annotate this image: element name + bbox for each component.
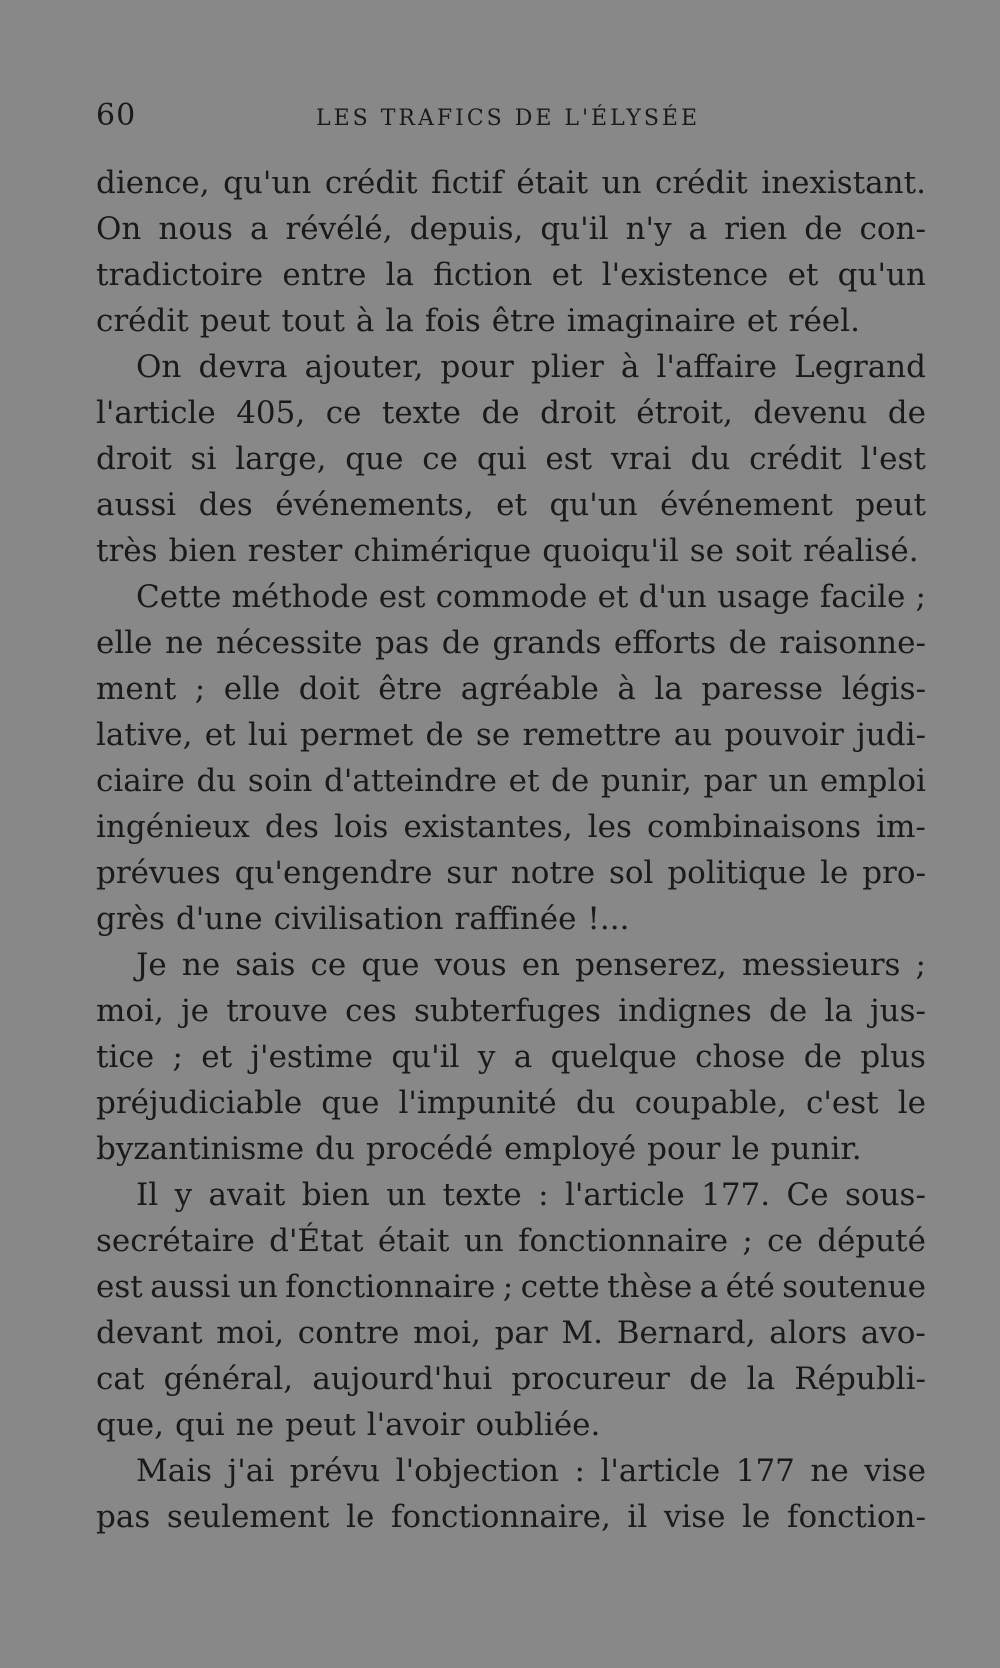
- word: sais: [235, 947, 296, 983]
- word: droit: [96, 441, 172, 477]
- word: que,: [96, 1407, 165, 1443]
- word: vise: [864, 1453, 926, 1489]
- word: dience,: [96, 165, 210, 201]
- word: un: [237, 1269, 278, 1305]
- word: de: [804, 211, 843, 247]
- word: bien: [168, 533, 237, 569]
- word: et: [597, 579, 629, 615]
- word: été: [725, 1269, 775, 1305]
- word: le: [731, 1131, 760, 1167]
- word: ;: [915, 579, 926, 615]
- word: se: [689, 533, 725, 569]
- word: lois: [334, 809, 389, 845]
- word: 177: [735, 1453, 795, 1489]
- word: Legrand: [794, 349, 926, 385]
- word: ;: [502, 1269, 514, 1305]
- page-number: 60: [96, 98, 137, 133]
- word: des: [198, 487, 253, 523]
- word: d'atteindre: [323, 763, 497, 799]
- word: l'article: [600, 1453, 721, 1489]
- word: de: [441, 625, 480, 661]
- word: et: [746, 303, 778, 339]
- word: l'article: [564, 1177, 685, 1213]
- word: d'une: [175, 901, 263, 937]
- word: de: [769, 993, 808, 1029]
- word: rester: [247, 533, 343, 569]
- text-line: [96, 804, 926, 850]
- word: contre: [297, 1315, 400, 1351]
- page-header: [96, 98, 926, 138]
- word: a: [688, 211, 708, 247]
- word: sous-: [845, 1177, 926, 1213]
- word: 177.: [701, 1177, 771, 1213]
- word: crédit: [654, 165, 748, 201]
- word: ;: [915, 947, 926, 983]
- word: est: [545, 441, 593, 477]
- word: un: [463, 1223, 504, 1259]
- word: j'ai: [227, 1453, 275, 1489]
- word: penserez,: [575, 947, 727, 983]
- word: l'avoir: [366, 1407, 465, 1443]
- word: de: [728, 625, 767, 661]
- word: ment: [96, 671, 177, 707]
- word: et: [496, 487, 527, 523]
- word: de: [803, 1039, 842, 1075]
- word: quelque: [550, 1039, 677, 1075]
- word: ingénieux: [96, 809, 250, 845]
- word: agréable: [460, 671, 599, 707]
- word: soutenue: [782, 1269, 926, 1305]
- word: de: [481, 395, 520, 431]
- word: grès: [96, 901, 165, 937]
- word: lui: [247, 717, 288, 753]
- word: la: [824, 993, 853, 1029]
- word: chose: [695, 1039, 786, 1075]
- word: était: [377, 1223, 450, 1259]
- word: révélé,: [285, 211, 393, 247]
- word: ne: [181, 947, 221, 983]
- word: emploi: [819, 763, 926, 799]
- word: Républi-: [794, 1361, 926, 1397]
- text-line: [96, 482, 926, 528]
- word: à: [617, 671, 636, 707]
- word: c'est: [806, 1085, 879, 1121]
- text-line: [96, 160, 926, 206]
- word: avait: [208, 1177, 286, 1213]
- word: plus: [860, 1039, 926, 1075]
- word: nous: [158, 211, 233, 247]
- word: alors: [769, 1315, 848, 1351]
- word: byzantinisme: [96, 1131, 305, 1167]
- word: et: [201, 1039, 233, 1075]
- word: crédit: [324, 165, 418, 201]
- word: par: [703, 763, 757, 799]
- word: du: [315, 1131, 355, 1167]
- word: permet: [299, 717, 414, 753]
- word: l'existence: [601, 257, 769, 293]
- word: du: [575, 1085, 616, 1121]
- word: lative,: [96, 717, 193, 753]
- word: l'impunité: [398, 1085, 557, 1121]
- text-line: [96, 1356, 926, 1402]
- word: large,: [235, 441, 327, 477]
- word: seulement: [166, 1499, 330, 1535]
- word: raisonne-: [779, 625, 926, 661]
- word: ne: [165, 625, 204, 661]
- word: subterfuges: [414, 993, 601, 1029]
- word: tradictoire: [96, 257, 264, 293]
- word: ne: [810, 1453, 849, 1489]
- word: texte: [442, 1177, 522, 1213]
- word: y: [477, 1039, 496, 1075]
- word: réalisé.: [802, 533, 919, 569]
- word: de: [887, 395, 926, 431]
- word: bien: [301, 1177, 370, 1213]
- word: rien: [724, 211, 788, 247]
- word: si: [190, 441, 217, 477]
- word: et: [787, 257, 819, 293]
- word: qui: [476, 441, 527, 477]
- word: légis-: [841, 671, 926, 707]
- word: être: [378, 671, 443, 707]
- word: grands: [492, 625, 602, 661]
- word: On: [136, 349, 182, 385]
- word: du: [690, 441, 731, 477]
- word: qui: [175, 1407, 225, 1443]
- word: procureur: [511, 1361, 670, 1397]
- word: On: [96, 211, 142, 247]
- word: efforts: [613, 625, 717, 661]
- word: sol: [608, 855, 654, 891]
- word: soit: [735, 533, 792, 569]
- word: raffinée: [454, 901, 577, 937]
- word: doit: [298, 671, 360, 707]
- word: peut: [285, 1407, 356, 1443]
- word: n'y: [625, 211, 672, 247]
- word: texte: [381, 395, 461, 431]
- word: fictif: [431, 165, 503, 201]
- word: que: [345, 441, 404, 477]
- word: que: [361, 947, 420, 983]
- word: moi,: [96, 993, 164, 1029]
- word: imaginaire: [566, 303, 736, 339]
- word: je: [181, 993, 209, 1029]
- word: qu'un: [837, 257, 926, 293]
- running-title: LES TRAFICS DE L'ÉLYSÉE: [316, 106, 701, 131]
- word: réel.: [788, 303, 860, 339]
- word: pro-: [862, 855, 926, 891]
- word: de: [551, 763, 590, 799]
- word: Il: [136, 1177, 159, 1213]
- word: événement: [660, 487, 833, 523]
- word: et: [204, 717, 236, 753]
- text-line: [96, 896, 926, 942]
- word: ;: [742, 1223, 753, 1259]
- text-line: [96, 206, 926, 252]
- text-line: [96, 942, 926, 988]
- text-line: [96, 758, 926, 804]
- word: fonctionnaire: [518, 1223, 729, 1259]
- word: les: [587, 809, 632, 845]
- word: y: [174, 1177, 193, 1213]
- word: vous: [434, 947, 507, 983]
- word: :: [574, 1453, 585, 1489]
- word: Ce: [786, 1177, 829, 1213]
- word: la: [385, 257, 414, 293]
- word: le: [897, 1085, 926, 1121]
- word: entre: [282, 257, 367, 293]
- word: qu'il: [540, 211, 609, 247]
- word: la: [654, 671, 683, 707]
- word: punir,: [600, 763, 692, 799]
- word: aussi: [150, 1269, 231, 1305]
- word: était: [516, 165, 589, 201]
- text-line: [96, 528, 926, 574]
- word: un: [386, 1177, 427, 1213]
- text-line: [96, 1494, 926, 1540]
- word: elle: [223, 671, 281, 707]
- word: d'État: [269, 1223, 364, 1259]
- word: avo-: [860, 1315, 926, 1351]
- word: depuis,: [409, 211, 524, 247]
- word: qu'un: [549, 487, 638, 523]
- word: ce: [310, 947, 347, 983]
- text-line: [96, 1034, 926, 1080]
- word: inexistant.: [761, 165, 926, 201]
- word: devant: [96, 1315, 203, 1351]
- word: existantes,: [403, 809, 573, 845]
- word: tout: [281, 303, 345, 339]
- word: Cette: [136, 579, 222, 615]
- word: la: [746, 1361, 776, 1397]
- word: judi-: [856, 717, 926, 753]
- word: im-: [876, 809, 926, 845]
- text-line: [96, 252, 926, 298]
- word: :: [538, 1177, 549, 1213]
- word: cat: [96, 1361, 145, 1397]
- word: cette: [520, 1269, 600, 1305]
- word: thèse: [607, 1269, 693, 1305]
- word: facile: [819, 579, 906, 615]
- word: M.: [561, 1315, 604, 1351]
- word: est: [378, 579, 426, 615]
- word: commode: [435, 579, 588, 615]
- word: a: [249, 211, 269, 247]
- word: trouve: [226, 993, 328, 1029]
- word: !...: [587, 901, 630, 937]
- word: punir.: [770, 1131, 862, 1167]
- text-line: [96, 1172, 926, 1218]
- text-line: [96, 1080, 926, 1126]
- word: sur: [446, 855, 497, 891]
- word: vise: [663, 1499, 726, 1535]
- word: jus-: [870, 993, 926, 1029]
- word: d'un: [638, 579, 707, 615]
- word: l'affaire: [656, 349, 777, 385]
- word: fiction: [433, 257, 533, 293]
- word: Je: [136, 947, 167, 983]
- word: ne: [235, 1407, 275, 1443]
- word: des: [264, 809, 319, 845]
- word: prévu: [289, 1453, 381, 1489]
- word: messieurs: [741, 947, 901, 983]
- word: crédit: [96, 303, 189, 339]
- text-line: [96, 1310, 926, 1356]
- text-line: [96, 1218, 926, 1264]
- word: moi,: [413, 1315, 481, 1351]
- word: l'article: [96, 395, 216, 431]
- word: devra: [198, 349, 288, 385]
- word: notre: [510, 855, 596, 891]
- word: droit: [540, 395, 616, 431]
- word: quoiqu'il: [542, 533, 679, 569]
- word: pour: [647, 1131, 721, 1167]
- word: aujourd'hui: [312, 1361, 493, 1397]
- word: a: [513, 1039, 533, 1075]
- word: ces: [345, 993, 397, 1029]
- word: ;: [172, 1039, 183, 1075]
- text-line: [96, 436, 926, 482]
- word: du: [196, 763, 237, 799]
- word: de: [425, 717, 464, 753]
- word: secrétaire: [96, 1223, 255, 1259]
- word: et: [508, 763, 540, 799]
- word: un: [601, 165, 642, 201]
- word: elle: [96, 625, 153, 661]
- word: méthode: [231, 579, 369, 615]
- body-text: [96, 160, 926, 1540]
- word: que: [321, 1085, 380, 1121]
- text-line: [96, 390, 926, 436]
- word: pour: [440, 349, 514, 385]
- word: à: [620, 349, 640, 385]
- word: ce: [422, 441, 458, 477]
- word: ce: [325, 395, 362, 431]
- word: député: [817, 1223, 926, 1259]
- word: ajouter,: [304, 349, 424, 385]
- word: il: [627, 1499, 648, 1535]
- word: est: [96, 1269, 143, 1305]
- word: par: [494, 1315, 548, 1351]
- word: devenu: [753, 395, 868, 431]
- word: qu'engendre: [234, 855, 433, 891]
- word: nécessite: [215, 625, 363, 661]
- text-line: [96, 850, 926, 896]
- word: remettre: [522, 717, 662, 753]
- word: plier: [530, 349, 604, 385]
- text-line: [96, 344, 926, 390]
- word: tice: [96, 1039, 155, 1075]
- word: peut: [855, 487, 926, 523]
- word: se: [475, 717, 511, 753]
- word: moi,: [216, 1315, 285, 1351]
- word: la: [385, 303, 414, 339]
- word: employé: [504, 1131, 637, 1167]
- word: chimérique: [353, 533, 532, 569]
- word: 405,: [236, 395, 306, 431]
- word: peut: [199, 303, 271, 339]
- word: très: [96, 533, 158, 569]
- word: aussi: [96, 487, 177, 523]
- word: soin: [247, 763, 313, 799]
- word: fonctionnaire: [285, 1269, 496, 1305]
- word: procédé: [365, 1131, 494, 1167]
- text-line: [96, 1126, 926, 1172]
- word: préjudiciable: [96, 1085, 303, 1121]
- text-line: [96, 666, 926, 712]
- text-line: [96, 620, 926, 666]
- word: Mais: [136, 1453, 213, 1489]
- word: qu'un: [223, 165, 312, 201]
- text-line: [96, 574, 926, 620]
- word: a: [699, 1269, 719, 1305]
- word: fonctionnaire,: [390, 1499, 611, 1535]
- word: général,: [163, 1361, 294, 1397]
- word: qu'il: [391, 1039, 460, 1075]
- word: con-: [859, 211, 926, 247]
- word: étroit,: [636, 395, 733, 431]
- word: fonction-: [786, 1499, 926, 1535]
- word: et: [551, 257, 583, 293]
- word: ;: [194, 671, 206, 707]
- word: ciaire: [96, 763, 185, 799]
- word: paresse: [701, 671, 824, 707]
- word: Bernard,: [616, 1315, 756, 1351]
- text-line: [96, 712, 926, 758]
- word: indignes: [618, 993, 752, 1029]
- word: le: [820, 855, 849, 891]
- word: à: [355, 303, 375, 339]
- word: coupable,: [634, 1085, 787, 1121]
- word: politique: [667, 855, 807, 891]
- word: de: [689, 1361, 728, 1397]
- word: un: [768, 763, 809, 799]
- word: événements,: [275, 487, 474, 523]
- word: ce: [767, 1223, 803, 1259]
- word: usage: [717, 579, 810, 615]
- word: prévues: [96, 855, 221, 891]
- word: crédit: [749, 441, 842, 477]
- text-line: [96, 1402, 926, 1448]
- word: pas: [375, 625, 430, 661]
- word: le: [346, 1499, 375, 1535]
- text-line: [96, 988, 926, 1034]
- word: en: [521, 947, 561, 983]
- word: l'est: [860, 441, 926, 477]
- word: j'estime: [250, 1039, 373, 1075]
- word: civilisation: [273, 901, 444, 937]
- word: fois: [424, 303, 481, 339]
- word: oubliée.: [475, 1407, 601, 1443]
- word: au: [673, 717, 713, 753]
- word: pouvoir: [724, 717, 844, 753]
- word: l'objection: [395, 1453, 559, 1489]
- word: le: [742, 1499, 771, 1535]
- text-line: [96, 298, 926, 344]
- text-line: [96, 1264, 926, 1310]
- word: être: [491, 303, 556, 339]
- word: pas: [96, 1499, 151, 1535]
- text-line: [96, 1448, 926, 1494]
- word: combinaisons: [647, 809, 862, 845]
- word: vrai: [610, 441, 672, 477]
